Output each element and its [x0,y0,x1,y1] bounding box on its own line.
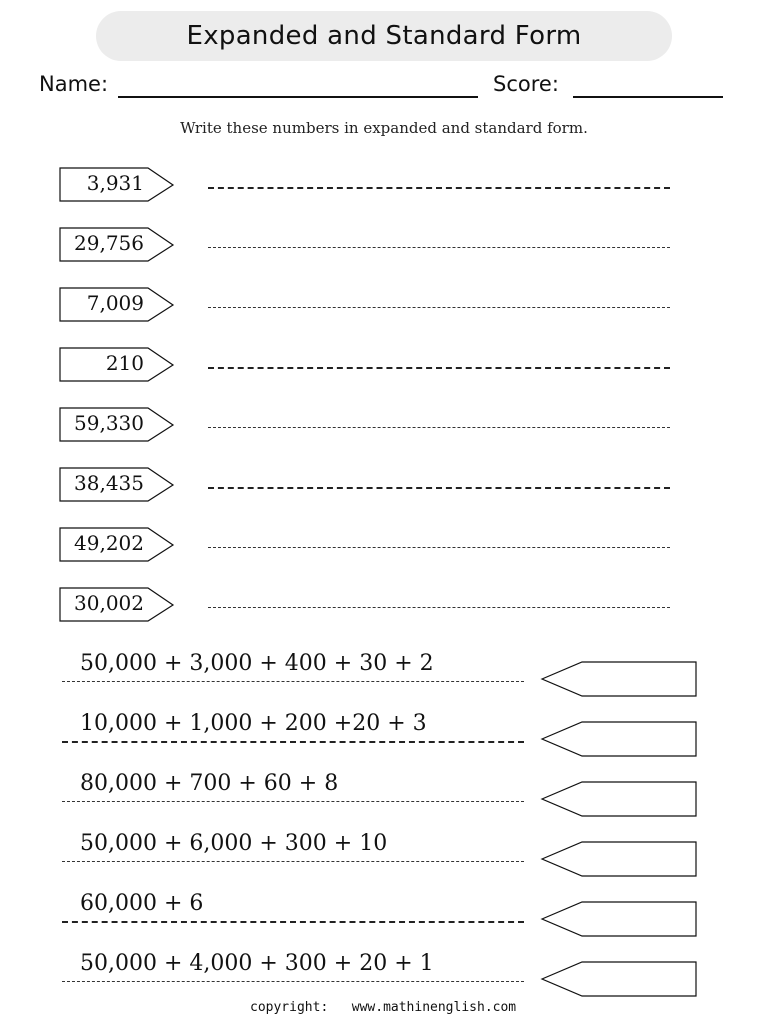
standard-number: 38,435 [74,471,144,495]
expression-underline [62,981,524,982]
expression-underline [62,861,524,862]
standard-number-row [0,223,768,267]
expression-underline [62,681,524,682]
answer-tag-box[interactable] [540,901,700,939]
expanded-answer-line[interactable] [208,307,670,308]
expanded-expression-row [0,890,768,950]
expanded-answer-line[interactable] [208,187,670,189]
expanded-expression: 60,000 + 6 [80,891,204,916]
standard-number: 49,202 [74,531,144,555]
standard-number-row [0,163,768,207]
expanded-expression-row [0,770,768,830]
expanded-expression: 50,000 + 3,000 + 400 + 30 + 2 [80,651,434,676]
answer-tag-box[interactable] [540,781,700,819]
expanded-answer-line[interactable] [208,247,670,248]
standard-number-row [0,463,768,507]
standard-number: 7,009 [86,291,144,315]
expanded-answer-line[interactable] [208,487,670,489]
expanded-answer-line[interactable] [208,427,670,428]
expression-underline [62,741,524,743]
expression-underline [62,921,524,923]
answer-tag-box[interactable] [540,721,700,759]
standard-number-row [0,583,768,627]
expanded-expression: 80,000 + 700 + 60 + 8 [80,771,339,796]
standard-number-row [0,343,768,387]
standard-number-row [0,523,768,567]
name-field-line[interactable] [118,96,478,98]
site-url: www.mathinenglish.com [351,1000,517,1015]
expanded-expression-row [0,830,768,890]
expanded-answer-line[interactable] [208,367,670,369]
expanded-expression: 50,000 + 6,000 + 300 + 10 [80,831,388,856]
title-banner [96,11,672,61]
answer-tag-box[interactable] [540,841,700,879]
standard-number: 29,756 [74,231,144,255]
expanded-expression: 50,000 + 4,000 + 300 + 20 + 1 [80,951,434,976]
expanded-expression: 10,000 + 1,000 + 200 +20 + 3 [80,711,427,736]
score-field-line[interactable] [573,96,723,98]
name-label: Name: [39,72,109,96]
answer-tag-box[interactable] [540,961,700,999]
instructions: Write these numbers in expanded and standard form. [180,119,588,137]
score-label: Score: [493,72,559,96]
expanded-answer-line[interactable] [208,607,670,608]
standard-number: 210 [105,351,144,375]
answer-tag-box[interactable] [540,661,700,699]
standard-number: 59,330 [74,411,144,435]
expanded-expression-row [0,650,768,710]
expanded-expression-row [0,710,768,770]
standard-number: 3,931 [86,171,144,195]
copyright-label: copyright: [250,1000,329,1015]
expression-underline [62,801,524,802]
page-title: Expanded and Standard Form [186,21,582,51]
standard-number: 30,002 [74,591,144,615]
standard-number-row [0,283,768,327]
footer [250,1000,516,1015]
standard-number-row [0,403,768,447]
expanded-answer-line[interactable] [208,547,670,548]
